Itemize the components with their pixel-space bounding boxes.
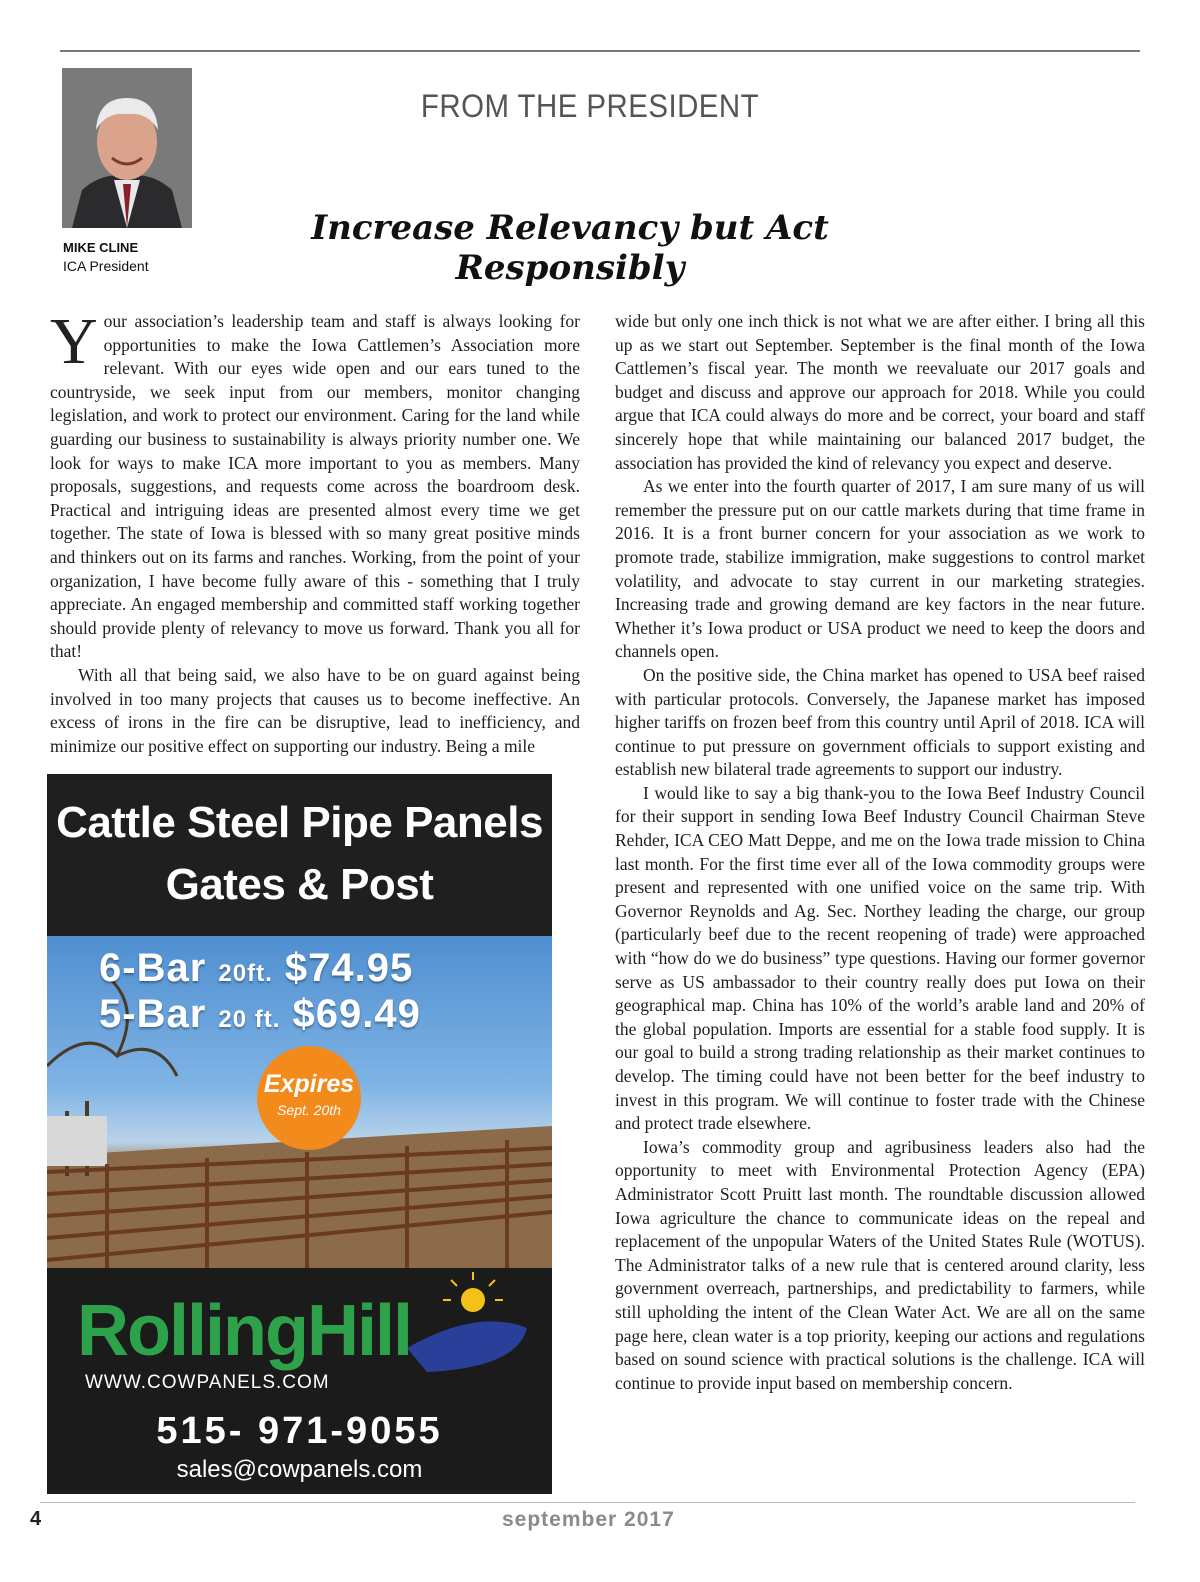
ad-website[interactable]: WWW.COWPANELS.COM <box>85 1372 330 1393</box>
drop-cap: Y <box>50 305 98 378</box>
price-length: 20ft. <box>218 960 273 987</box>
page-number: 4 <box>30 1508 42 1530</box>
badge-line-1: Expires <box>263 1070 355 1098</box>
price-amount: $69.49 <box>292 992 421 1036</box>
ad-headline-1: Cattle Steel Pipe Panels <box>56 798 543 847</box>
price-line-1 <box>99 946 413 991</box>
paragraph-text: our association’s leadership team and staff is always looking for opportunities to make the Iowa Cattlemen’s Association more relevant. With our eyes wide open and our ears tuned to the countryside, we seek input from our members, monitor changing legislation, and work to protect our environment. Caring for the land while guarding our business to sustainability is always priority number one. We look for ways to make ICA more important to you as members. Many proposals, suggestions, and requests come across the boardroom desk. Practical and intriguing ideas are presented almost every time we get together. The state of Iowa is blessed with so many great positive minds and thinkers out on its farms and ranches. Working, from the point of your organization, I have become fully aware of this - something that I truly appreciate. An engaged membership and committed staff working together should provide plenty of relevancy to move us forward. Thank you all for that! <box>50 311 580 662</box>
article-paragraph: I would like to say a big thank-you to the Iowa Beef Industry Council for their support in sending Iowa Beef Industry Council Chairman Steve Rehder, ICA CEO Matt Deppe, and me on the Iowa trade mission to China last month. For the first time ever all of the Iowa commodity groups were present and represented with one unified voice on the same trip. With Governor Reynolds and Ag. Sec. Northey leading the charge, our group (particularly beef due to the recent reopening of trade) were approached with “how do we do business” type questions. Having our former governor serve as US ambassador to their country really does put Iowa on their geographical map. China has 10% of the world’s arable land and 20% of the global population. Imports are essential for a stable food supply. It is our goal to build a strong trading relationship as their market continues to develop. The timing could have not been better for the beef industry to invest in this program. We will continue to foster trade with the Chinese and protect trade elsewhere. <box>615 782 1145 1134</box>
brand-logo: RollingHill <box>77 1291 411 1371</box>
top-rule <box>60 50 1140 52</box>
ad-photo <box>47 936 552 1268</box>
author-role: ICA President <box>63 258 149 274</box>
ad-phone: 515- 971-9055 <box>156 1410 443 1452</box>
price-length: 20 ft. <box>218 1006 281 1033</box>
issue-date: september 2017 <box>502 1508 675 1531</box>
author-portrait <box>62 68 192 228</box>
price-line-2 <box>99 992 421 1037</box>
expires-badge <box>257 1046 361 1150</box>
article-paragraph <box>50 305 580 664</box>
article-title: Increase Relevancy but Act Responsibly <box>311 208 829 288</box>
price-amount: $74.95 <box>284 946 414 990</box>
section-heading: FROM THE PRESIDENT <box>420 88 760 124</box>
article-paragraph: On the positive side, the China market has opened to USA beef raised with particular protocols. Conversely, the Japanese market has imposed higher tariffs on frozen beef from this country until April of 2018. ICA will continue to put pressure on government officials to support existing and establish new bilateral trade agreements to support our industry. <box>615 664 1145 780</box>
article-paragraph: Iowa’s commodity group and agribusiness leaders also had the opportunity to meet with Environmental Protection Agency (EPA) Administrator Scott Pruitt last month. The roundtable discussion allowed Iowa agriculture the chance to communicate ideas on the repeal and replacement of the unpopular Waters of the United States Rule (WOTUS). The Administrator talks of a new rule that is centered around clarity, less government overreach, partnerships, and predictability to farmers, while still upholding the intent of the Clean Water Act. We are all on the same page here, clean water is a top priority, keeping our actions and regulations based on sound science with practical solutions is the challenge. ICA will continue to provide input based on membership concern. <box>615 1136 1145 1393</box>
author-name: MIKE CLINE <box>63 240 139 255</box>
article-paragraph: With all that being said, we also have to be on guard against being involved in too many projects that causes us to become ineffective. An excess of irons in the fire can be disruptive, lead to inefficiency, and minimize our positive effect on supporting our industry. Being a mile <box>50 664 580 756</box>
badge-line-2: Sept. 20th <box>277 1102 341 1118</box>
price-bars: 6-Bar <box>99 946 207 990</box>
advertisement <box>47 774 552 1494</box>
article-paragraph: wide but only one inch thick is not what we are after either. I bring all this up as we start out September. September is the final month of the Iowa Cattlemen’s fiscal year. The month we reevaluate our 2017 goals and budget and discuss and approve our approach for 2018. While you could argue that ICA could always do more and be correct, your board and staff sincerely hope that while maintaining our balanced 2017 budget, the association has provided the kind of relevancy you expect and deserve. <box>615 311 1145 473</box>
article-column-left <box>50 305 580 758</box>
ad-headline-2: Gates & Post <box>165 860 434 909</box>
article-column-right <box>615 310 1145 1395</box>
price-bars: 5-Bar <box>99 992 207 1036</box>
ad-header <box>47 774 552 936</box>
ad-footer <box>47 1268 552 1494</box>
article-paragraph: As we enter into the fourth quarter of 2017, I am sure many of us will remember the pressure put on our cattle markets during that time frame in 2016. It is a front burner concern for your association as we work to promote trade, stabilize immigration, make suggestions to control market volatility, and advocate to stay current in our marketing strategies. Increasing trade and growing demand are key factors in the near future. Whether it’s Iowa product or USA product we need to keep the doors and channels open. <box>615 476 1145 662</box>
ad-email[interactable]: sales@cowpanels.com <box>176 1456 423 1483</box>
bottom-rule <box>40 1502 1135 1503</box>
